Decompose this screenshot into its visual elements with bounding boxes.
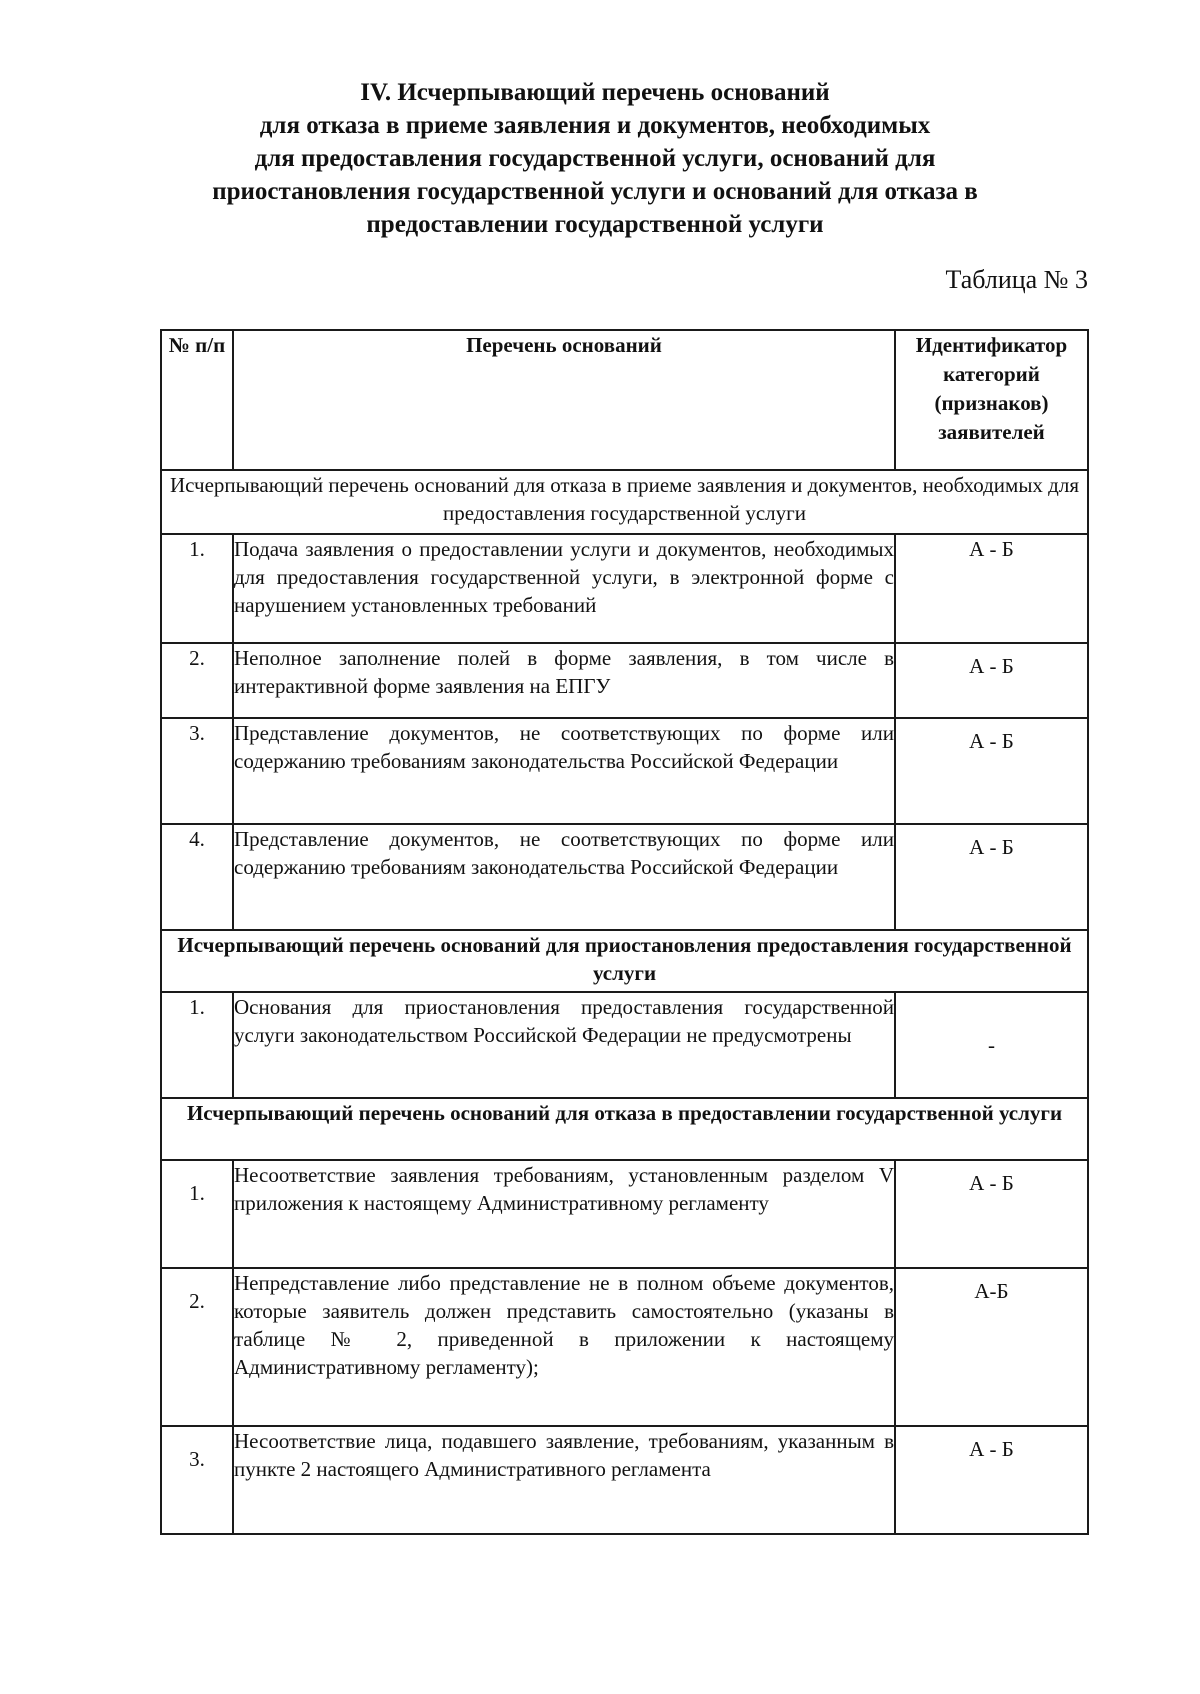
row-text: Представление документов, не соответствующих по форме или содержанию требованиям законодательства Российской Федерации [233, 718, 895, 824]
table-row [161, 1160, 1088, 1268]
section-title: Исчерпывающий перечень оснований для отказа в приеме заявления и документов, необходимых для предоставления государственной услуги [161, 470, 1088, 534]
row-text: Подача заявления о предоставлении услуги и документов, необходимых для предоставления государственной услуги, в электронной форме с нарушением установленных требований [233, 534, 895, 643]
table-row [161, 534, 1088, 643]
row-number: 1. [161, 1160, 233, 1268]
header-number: № п/п [161, 330, 233, 470]
section-row [161, 1098, 1088, 1160]
section-title: Исчерпывающий перечень оснований для приостановления предоставления государственной услуги [161, 930, 1088, 992]
row-text: Основания для приостановления предоставления государственной услуги законодательством Российской Федерации не предусмотрены [233, 992, 895, 1098]
row-text: Представление документов, не соответствующих по форме или содержанию требованиям законодательства Российской Федерации [233, 824, 895, 930]
header-identifier: Идентификатор категорий (признаков) заявителей [895, 330, 1088, 470]
row-number: 4. [161, 824, 233, 930]
table-header-row [161, 330, 1088, 470]
row-identifier: - [895, 992, 1088, 1098]
row-number: 3. [161, 1426, 233, 1534]
row-text: Несоответствие лица, подавшего заявление, требованиям, указанным в пункте 2 настоящего Административного регламента [233, 1426, 895, 1534]
section-row [161, 470, 1088, 534]
row-text: Несоответствие заявления требованиям, установленным разделом V приложения к настоящему Административному регламенту [233, 1160, 895, 1268]
table-row [161, 1268, 1088, 1426]
table-row [161, 824, 1088, 930]
row-identifier: А - Б [895, 1426, 1088, 1534]
row-identifier: А - Б [895, 718, 1088, 824]
row-number: 1. [161, 992, 233, 1098]
row-identifier: А - Б [895, 534, 1088, 643]
row-number: 2. [161, 643, 233, 718]
header-grounds: Перечень оснований [233, 330, 895, 470]
grounds-table [160, 329, 1089, 1535]
section-title: Исчерпывающий перечень оснований для отказа в предоставлении государственной услуги [161, 1098, 1088, 1160]
row-number: 1. [161, 534, 233, 643]
table-row [161, 643, 1088, 718]
row-text: Неполное заполнение полей в форме заявления, в том числе в интерактивной форме заявления на ЕПГУ [233, 643, 895, 718]
section-row [161, 930, 1088, 992]
row-identifier: А - Б [895, 1160, 1088, 1268]
heading-line: предоставлении государственной услуги [366, 211, 824, 238]
heading-line: для отказа в приеме заявления и документов, необходимых [259, 112, 931, 139]
table-row [161, 718, 1088, 824]
row-identifier: А - Б [895, 824, 1088, 930]
row-number: 3. [161, 718, 233, 824]
heading-line: IV. Исчерпывающий перечень оснований [360, 79, 830, 106]
row-identifier: А-Б [895, 1268, 1088, 1426]
table-caption: Таблица № 3 [945, 265, 1088, 294]
heading-line: для предоставления государственной услуги, оснований для [254, 145, 936, 172]
table-row [161, 992, 1088, 1098]
row-text: Непредставление либо представление не в полном объеме документов, которые заявитель должен представить самостоятельно (указаны в таблице № 2, приведенной в приложении к настоящему Административному регламенту); [233, 1268, 895, 1426]
table-row [161, 1426, 1088, 1534]
row-number: 2. [161, 1268, 233, 1426]
page-heading [120, 76, 1070, 241]
heading-line: приостановления государственной услуги и оснований для отказа в [212, 178, 978, 205]
row-identifier: А - Б [895, 643, 1088, 718]
